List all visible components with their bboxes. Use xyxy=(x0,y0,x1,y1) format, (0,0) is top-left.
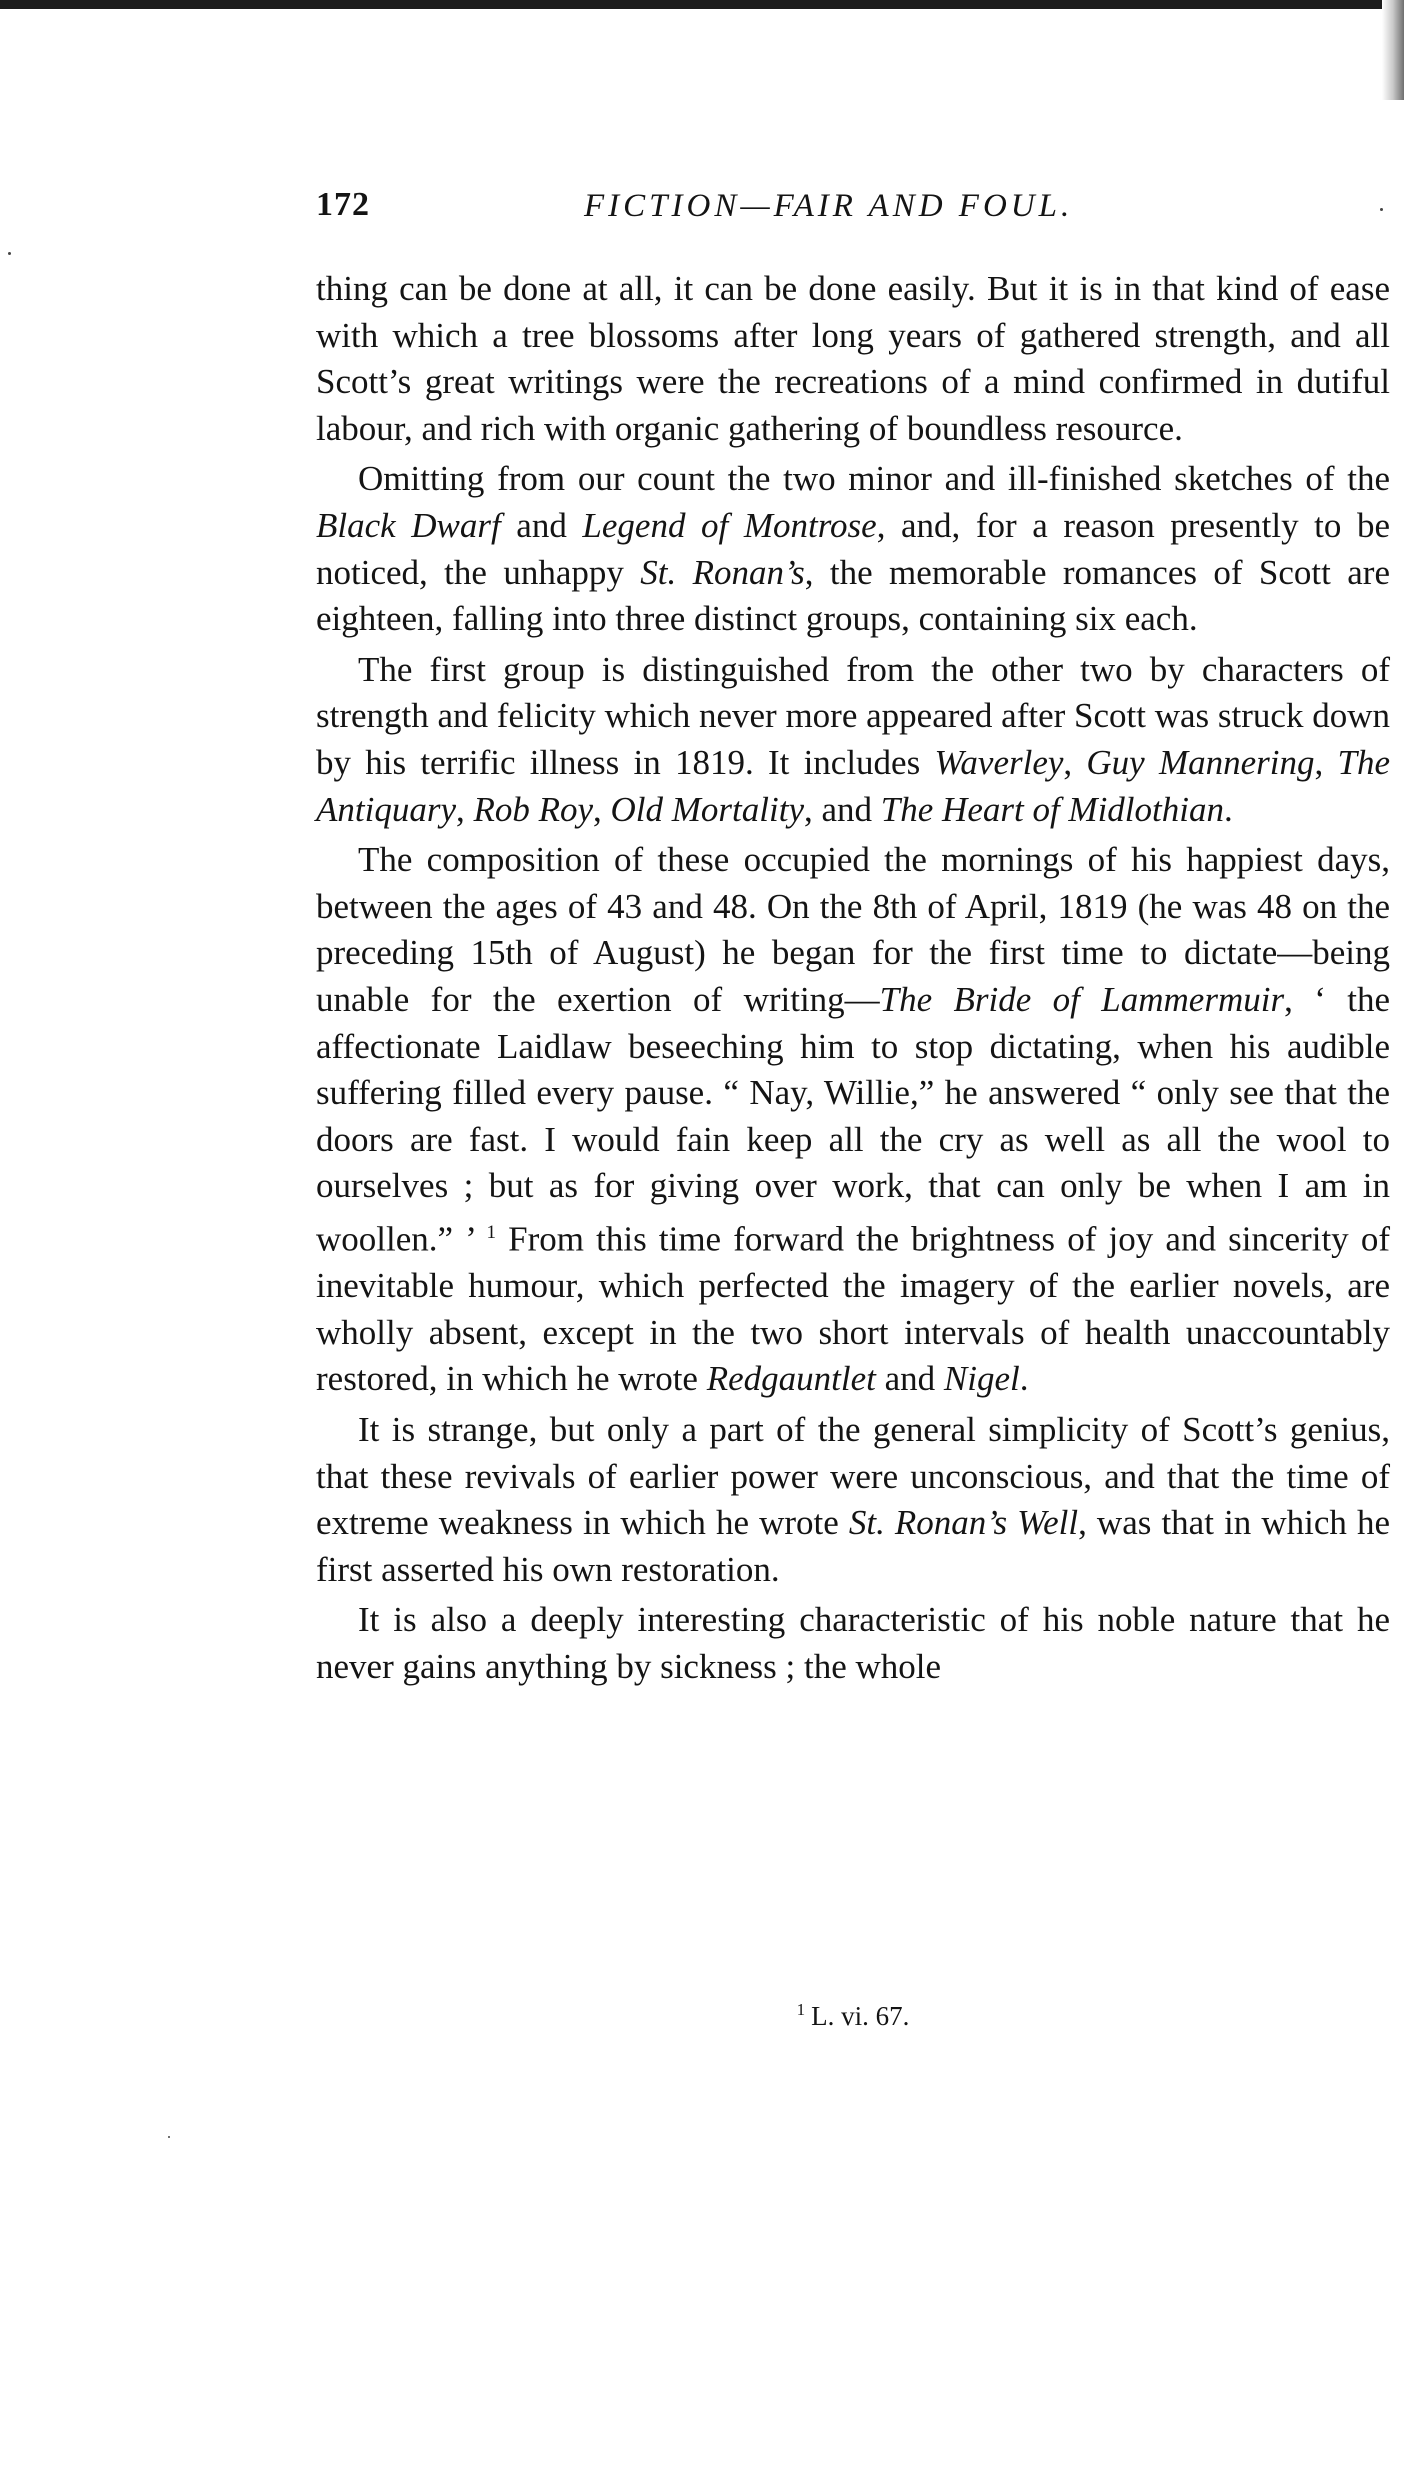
text-run: The first group is distinguished from the other two by characters of strength and felicity which never more appeared after Scott was struck down by his terrific illness in 1819. It includes xyxy=(316,649,1390,782)
page-header xyxy=(316,178,1390,238)
page-corner-shadow xyxy=(1382,0,1404,100)
text-run: and xyxy=(875,1359,944,1399)
paragraph xyxy=(316,1407,1390,1593)
italic-title: Nigel xyxy=(943,1359,1020,1399)
running-head: FICTION—FAIR AND FOUL. xyxy=(584,188,1074,224)
paper-speck xyxy=(1380,208,1383,211)
paragraph xyxy=(316,456,1390,642)
text-run: , the memorable romances of Scott are eighteen, falling into three distinct groups, containing six each. xyxy=(316,552,1391,639)
text-run: , xyxy=(1314,742,1338,782)
italic-title: Legend of Montrose xyxy=(582,505,877,545)
text-run: thing can be done at all, it can be done easily. But it is in that kind of ease with which a tree blossoms after long years of gathered strength, and all Scott’s great writings were the recreations of a mind confirmed in dutiful labour, and rich with organic gathering of boundless resource. xyxy=(316,269,1390,448)
paragraph xyxy=(316,1597,1390,1690)
footnote-mark: 1 xyxy=(796,2000,806,2019)
footnote-reference: 1 xyxy=(486,1221,496,1243)
italic-title: The Bride of Lammermuir xyxy=(879,979,1285,1019)
footnote xyxy=(316,2000,1390,2032)
text-run: , and xyxy=(804,789,881,829)
text-run: , and, for a reason presently to be noticed, the unhappy xyxy=(316,505,1390,592)
body-text xyxy=(316,266,1390,1690)
paper-speck xyxy=(8,252,11,255)
page-number: 172 xyxy=(316,186,370,223)
text-run: . xyxy=(1223,789,1233,829)
text-run: and xyxy=(500,505,583,545)
paragraph xyxy=(316,837,1390,1403)
text-run: . xyxy=(1019,1359,1029,1399)
text-run: , was that in which he first asserted his own restoration. xyxy=(316,1503,1391,1589)
text-run: , xyxy=(1063,742,1087,782)
italic-title: Black Dwarf xyxy=(316,505,501,545)
italic-title: St. Ronan’s xyxy=(640,552,805,592)
italic-title: Old Mortality xyxy=(610,789,804,829)
text-run: It is also a deeply interesting characteristic of his noble nature that he never gains anything by sickness ; the whole xyxy=(316,1600,1390,1686)
italic-title: St. Ronan’s Well xyxy=(848,1503,1079,1543)
italic-title: Redgauntlet xyxy=(706,1359,876,1399)
text-run: From this time forward the brightness of joy and sincerity of inevitable humour, which perfected the imagery of the earlier novels, are wholly absent, except in the two short intervals of health unaccountably restored, in which he wrote xyxy=(316,1219,1390,1399)
italic-title: Guy Mannering xyxy=(1086,742,1315,782)
text-run: The composition of these occupied the mornings of his happiest days, between the ages of 43 and 48. On the 8th of April, 1819 (he was 48 on the preceding 15th of August) he began for the first time to dictate—being unable for the exertion of writing— xyxy=(316,840,1390,1019)
page-top-edge xyxy=(0,0,1404,9)
italic-title: Waverley xyxy=(934,742,1064,782)
paper-speck xyxy=(168,2136,170,2138)
italic-title: The Heart of Midlothian xyxy=(880,789,1224,829)
text-run: Omitting from our count the two minor and ill-finished sketches of the xyxy=(358,459,1390,499)
footnote-text: L. vi. 67. xyxy=(811,2001,910,2031)
text-run: , xyxy=(455,789,474,829)
paragraph xyxy=(316,266,1390,452)
text-run: , ‘ the affectionate Laidlaw beseeching him to stop dictating, when his audible suffering filled every pause. “ Nay, Willie,” he answered “ only see that the doors are fast. I would fain keep all the cry as well as all the wool to ourselves ; but as for giving over work, that can only be when I am in woollen.” ’ xyxy=(316,979,1390,1259)
text-run: It is strange, but only a part of the general simplicity of Scott’s genius, that these revivals of earlier power were unconscious, and that the time of extreme weakness in which he wrote xyxy=(316,1409,1390,1543)
paragraph xyxy=(316,647,1390,833)
italic-title: The Antiquary xyxy=(316,742,1390,829)
italic-title: Rob Roy xyxy=(473,789,594,829)
text-run: , xyxy=(593,789,611,829)
